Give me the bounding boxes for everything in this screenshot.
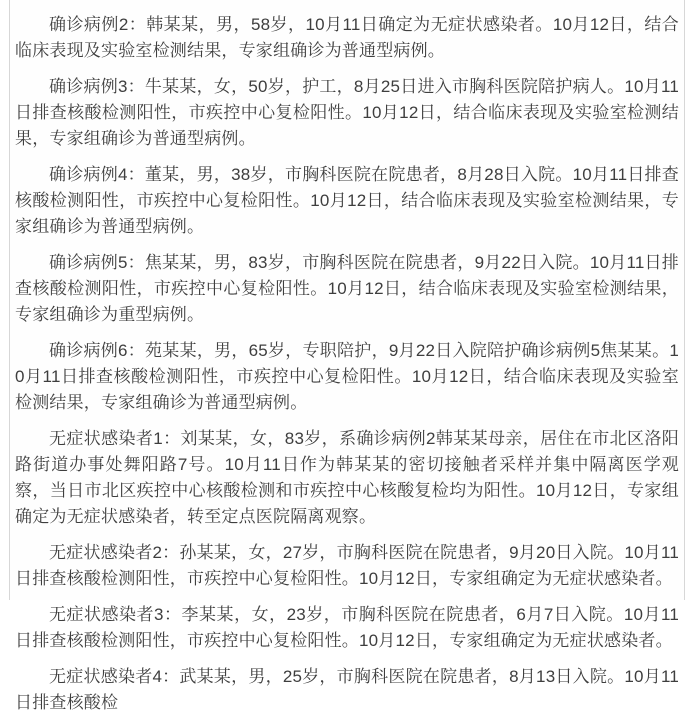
case-paragraph-confirmed-2: 确诊病例2：韩某某，男，58岁，10月11日确定为无症状感染者。10月12日，结合临床表现及实验室检测结果，专家组确诊为普通型病例。	[15, 15, 679, 60]
case-paragraph-confirmed-3: 确诊病例3：牛某某，女，50岁，护工，8月25日进入市胸科医院陪护病人。10月11日排查核酸检测阳性，市疾控中心复检阳性。10月12日，结合临床表现及实验室检测结果，专家组确诊为普通型病例。	[15, 77, 679, 148]
case-paragraph-asymptomatic-1: 无症状感染者1：刘某某，女，83岁，系确诊病例2韩某某母亲，居住在市北区洛阳路街道办事处舞阳路7号。10月11日作为韩某某的密切接触者采样并集中隔离医学观察，当日市北区疾控中心核酸检测和市疾控中心核酸复检均为阳性。10月12日，专家组确定为无症状感染者，转至定点医院隔离观察。	[15, 429, 679, 526]
case-paragraph-asymptomatic-3: 无症状感染者3：李某某，女，23岁，市胸科医院在院患者，6月7日入院。10月11日排查核酸检测阳性，市疾控中心复检阳性。10月12日，专家组确定为无症状感染者。	[15, 605, 679, 650]
case-paragraph-confirmed-5: 确诊病例5：焦某某，男，83岁，市胸科医院在院患者，9月22日入院。10月11日排查核酸检测阳性，市疾控中心复检阳性。10月12日，结合临床表现及实验室检测结果，专家组确诊为重型病例。	[15, 253, 679, 324]
case-paragraph-asymptomatic-4-clipped: 无症状感染者4：武某某，男，25岁，市胸科医院在院患者，8月13日入院。10月11日排查核酸检	[15, 667, 679, 712]
case-paragraph-confirmed-4: 确诊病例4：董某，男，38岁，市胸科医院在院患者，8月28日入院。10月11日排查核酸检测阳性，市疾控中心复检阳性。10月12日，结合临床表现及实验室检测结果，专家组确诊为普通型病例。	[15, 165, 679, 236]
case-paragraph-confirmed-6: 确诊病例6：苑某某，男，65岁，专职陪护，9月22日入院陪护确诊病例5焦某某。10月11日排查核酸检测阳性，市疾控中心复检阳性。10月12日，结合临床表现及实验室检测结果，专家组确诊为普通型病例。	[15, 341, 679, 412]
case-paragraph-asymptomatic-2: 无症状感染者2：孙某某，女，27岁，市胸科医院在院患者，9月20日入院。10月11日排查核酸检测阳性，市疾控中心复检阳性。10月12日，专家组确定为无症状感染者。	[15, 543, 679, 588]
article-container	[9, 0, 685, 712]
